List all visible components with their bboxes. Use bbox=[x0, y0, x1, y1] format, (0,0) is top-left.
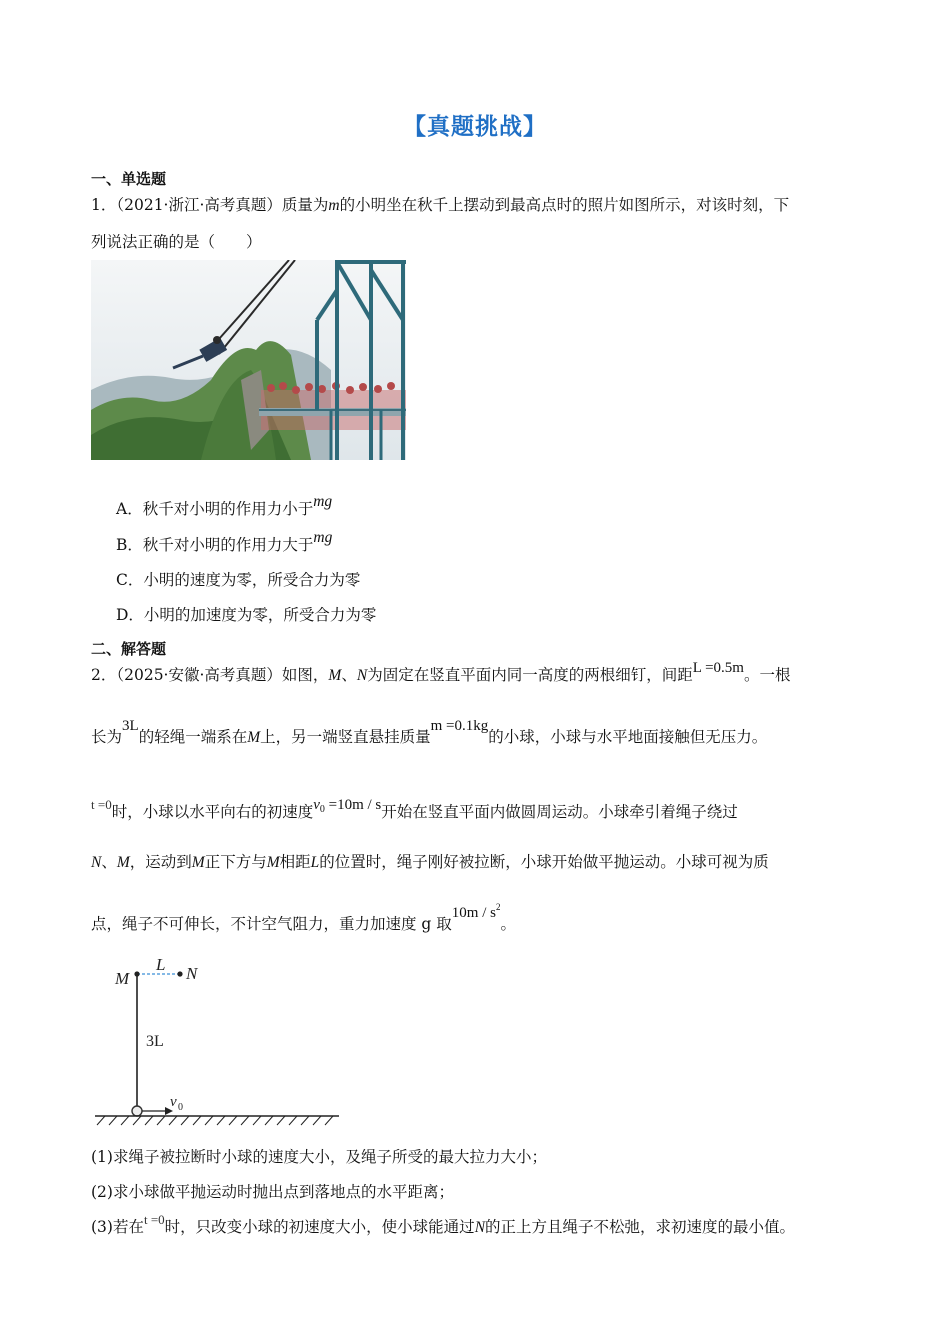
q1-option-d[interactable] bbox=[116, 603, 376, 625]
page-title: 【真题挑战】 bbox=[403, 114, 547, 140]
q2-var: N bbox=[91, 854, 102, 871]
q2-text: 时，小球以水平向右的初速度 bbox=[111, 803, 314, 821]
option-text: D．小明的加速度为零，所受合力为零 bbox=[116, 606, 377, 624]
q2-line2 bbox=[91, 718, 768, 747]
q2-eq-g: 10m / s bbox=[451, 905, 496, 921]
q2-var: M bbox=[328, 667, 342, 684]
q2-diagram bbox=[91, 955, 346, 1130]
nail-n bbox=[177, 971, 182, 976]
q1-option-a[interactable] bbox=[116, 493, 333, 519]
q2-text: 的轻绳一端系在 bbox=[138, 728, 248, 746]
q2-sub1: (1)求绳子被拉断时小球的速度大小，及绳子所受的最大拉力大小； bbox=[91, 1148, 547, 1166]
q1-stem-line2: 列说法正确的是（ ） bbox=[91, 233, 262, 251]
q1-text: 1．（2021·浙江·高考真题）质量为 bbox=[91, 196, 329, 214]
ball bbox=[132, 1106, 142, 1116]
q2-text: 正下方与 bbox=[204, 853, 267, 871]
option-text: A．秋千对小明的作用力小于 bbox=[116, 500, 314, 518]
q2-eq-g-sup: 2 bbox=[495, 902, 501, 912]
nail-rope-diagram bbox=[91, 955, 346, 1130]
option-math: mg bbox=[313, 493, 333, 510]
q2-text: 的位置时，绳子刚好被拉断，小球开始做平抛运动。小球可视为质 bbox=[319, 853, 769, 871]
q2-text: 2．（2025·安徽·高考真题）如图， bbox=[91, 666, 329, 684]
q1-option-c[interactable] bbox=[116, 568, 360, 590]
q2-text: 的小球，小球与水平地面接触但无压力。 bbox=[488, 728, 768, 746]
q2-line5 bbox=[91, 902, 516, 934]
q2-var: M bbox=[266, 854, 280, 871]
label-v-sub: 0 bbox=[178, 1102, 183, 1113]
q2-text: 长为 bbox=[91, 728, 123, 746]
q2-eq-L: L =0.5m bbox=[692, 660, 744, 676]
q2-text: 、 bbox=[101, 853, 117, 871]
q2-text: ，运动到 bbox=[129, 853, 192, 871]
q2-text: 的正上方且绳子不松弛，求初速度的最小值。 bbox=[485, 1218, 796, 1236]
swing-photo-illustration bbox=[91, 260, 406, 460]
option-text: C．小明的速度为零，所受合力为零 bbox=[116, 571, 361, 589]
label-l: L bbox=[156, 955, 166, 974]
label-v: v bbox=[170, 1094, 177, 1110]
q1-text: 的小明坐在秋千上摆动到最高点时的照片如图所示，对该时刻，下 bbox=[339, 196, 790, 214]
q2-sub2: (2)求小球做平抛运动时抛出点到落地点的水平距离； bbox=[91, 1183, 454, 1201]
q2-var: N bbox=[474, 1219, 486, 1236]
q2-var-v: v bbox=[313, 797, 320, 813]
q2-eq-t: t =0 bbox=[91, 797, 112, 812]
q1-option-b[interactable] bbox=[116, 529, 333, 555]
q2-line4 bbox=[91, 850, 769, 872]
q1-stem-line1 bbox=[91, 193, 789, 215]
q2-text: (3)若在 bbox=[91, 1218, 144, 1236]
label-3l: 3L bbox=[146, 1033, 164, 1050]
q1-var-m: m bbox=[328, 197, 340, 214]
q2-text: 、 bbox=[341, 666, 357, 684]
q2-eq-t: t =0 bbox=[143, 1212, 165, 1227]
q2-var: L bbox=[310, 854, 320, 871]
q2-var: M bbox=[116, 854, 130, 871]
q2-text: 上，另一端竖直悬挂质量 bbox=[260, 728, 431, 746]
q2-eq-v0: =10m / s bbox=[324, 797, 382, 813]
q2-eq-3L: 3L bbox=[122, 718, 139, 734]
label-m: M bbox=[115, 969, 130, 988]
q2-text: 时，只改变小球的初速度大小，使小球能通过 bbox=[164, 1218, 475, 1236]
label-n: N bbox=[186, 964, 198, 983]
section-heading-answer: 二、解答题 bbox=[91, 640, 167, 658]
q2-text: 点，绳子不可伸长，不计空气阻力，重力加速度 g 取 bbox=[91, 915, 452, 933]
q2-text: 。 bbox=[500, 915, 516, 933]
q2-text: 。一根 bbox=[743, 666, 791, 684]
q2-var-v-sub: 0 bbox=[319, 804, 325, 815]
option-math: mg bbox=[313, 529, 333, 546]
q2-text: 开始在竖直平面内做圆周运动。小球牵引着绳子绕过 bbox=[381, 803, 738, 821]
q2-text: 为固定在竖直平面内同一高度的两根细钉，间距 bbox=[367, 666, 693, 684]
ground-hatch bbox=[97, 1116, 333, 1125]
q2-line3 bbox=[91, 797, 738, 823]
swing-photo bbox=[91, 260, 406, 460]
q2-var: N bbox=[356, 667, 368, 684]
q2-var: M bbox=[247, 729, 261, 746]
option-text: B．秋千对小明的作用力大于 bbox=[116, 536, 314, 554]
q2-line1 bbox=[91, 660, 791, 685]
q2-eq-m: m =0.1kg bbox=[430, 718, 489, 734]
q2-var: M bbox=[191, 854, 205, 871]
q2-sub3 bbox=[91, 1212, 796, 1237]
section-heading-single-choice: 一、单选题 bbox=[91, 170, 167, 188]
q2-text: 相距 bbox=[279, 853, 311, 871]
